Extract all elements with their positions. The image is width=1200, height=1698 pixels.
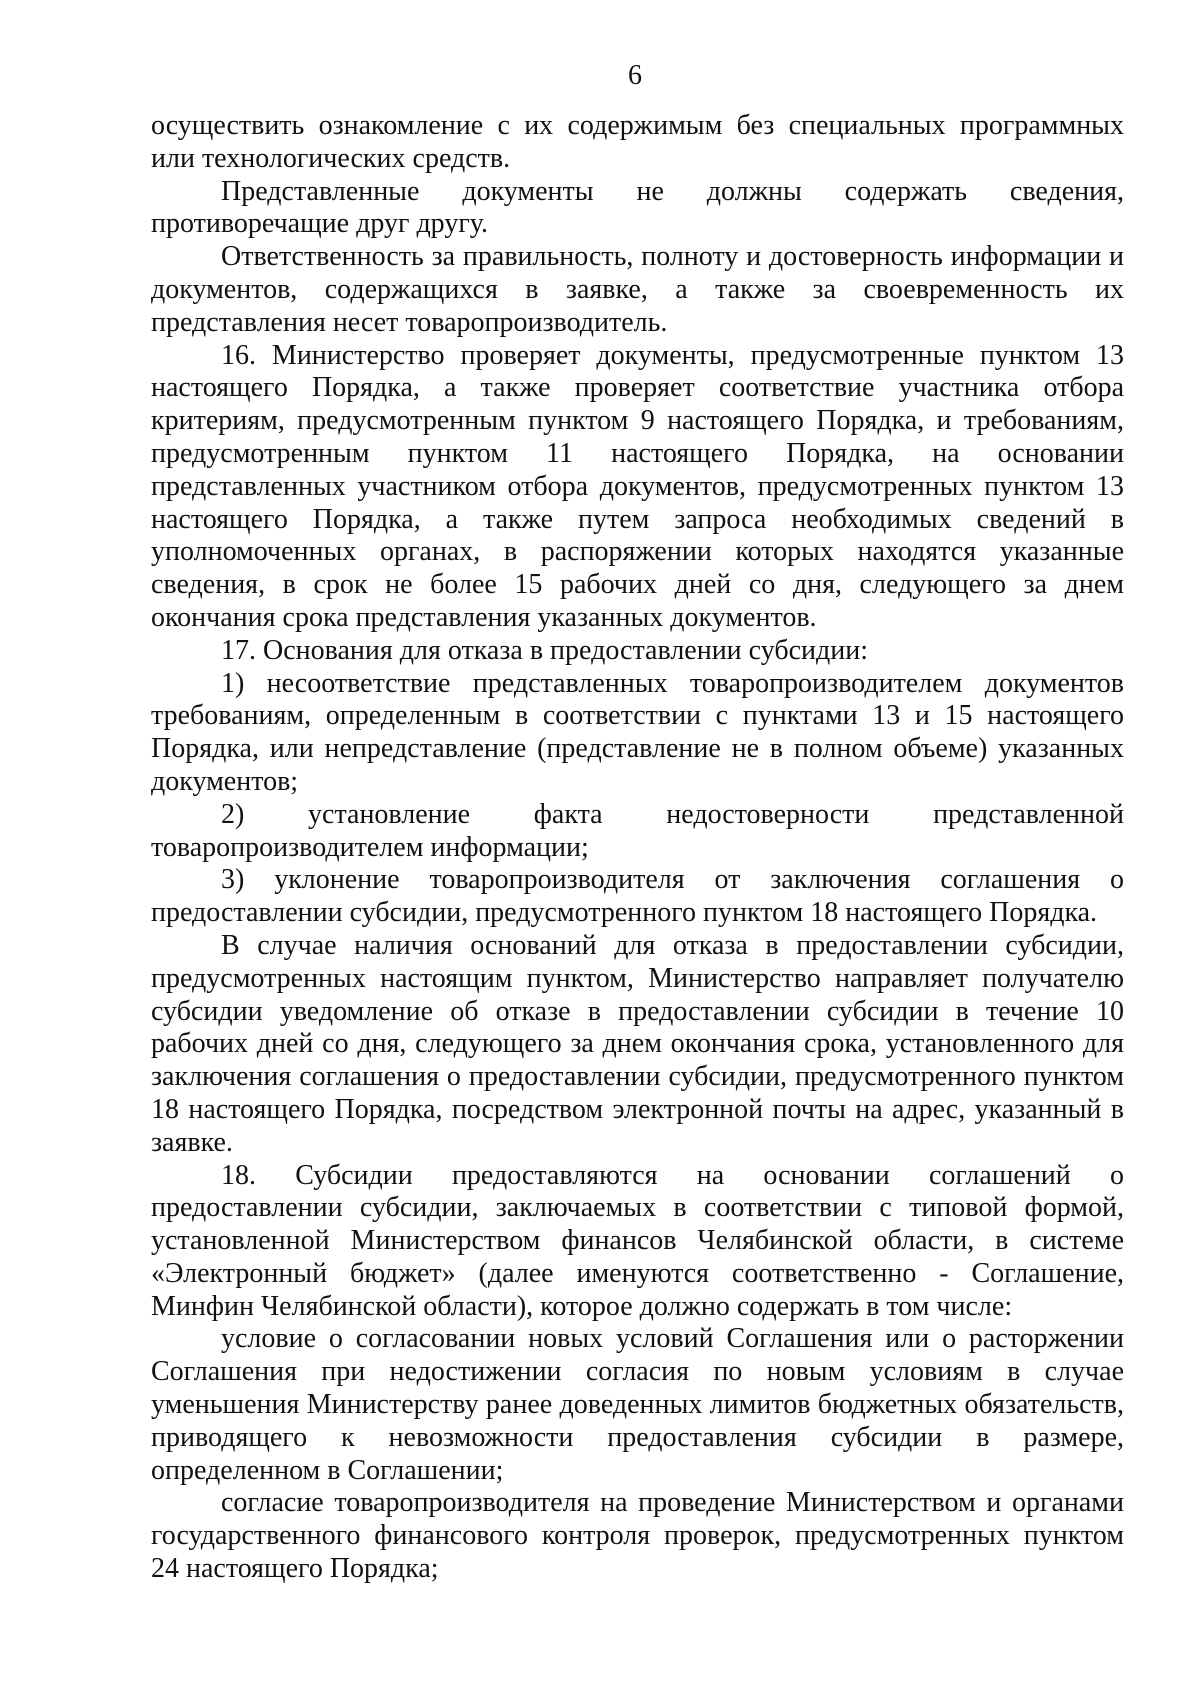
paragraph: 2) установление факта недостоверности представленной товаропроизводителем информации;: [151, 798, 1124, 863]
paragraph: 17. Основания для отказа в предоставлении субсидии:: [221, 634, 869, 666]
paragraph: осуществить ознакомление с их содержимым без специальных программных или технологических средств.: [151, 110, 1124, 174]
paragraph: 16. Министерство проверяет документы, предусмотренные пунктом 13 настоящего Порядка, а также проверяет соответствие участника отбора критериям, предусмотренным пунктом 9 настоящего Порядка, и требованиям, предусмотренным пунктом 11 настоящего Порядка, на основании представленных участником отбора документов, предусмотренных пунктом 13 настоящего Порядка, а также путем запроса необходимых сведений в уполномоченных органах, в распоряжении которых находятся указанные сведения, в срок не более 15 рабочих дней со дня, следующего за днем окончания срока представления указанных документов.: [151, 339, 1124, 633]
paragraph: 1) несоответствие представленных товаропроизводителем документов требованиям, определенным в соответствии с пунктами 13 и 15 настоящего Порядка, или непредставление (представление не в полном объеме) указанных документов;: [151, 667, 1124, 797]
paragraph: согласие товаропроизводителя на проведение Министерством и органами государственного финансового контроля проверок, предусмотренных пунктом 24 настоящего Порядка;: [151, 1487, 1124, 1585]
document-body: [151, 110, 1124, 1586]
paragraph: 3) уклонение товаропроизводителя от заключения соглашения о предоставлении субсидии, предусмотренного пунктом 18 настоящего Порядка.: [151, 864, 1124, 929]
paragraph: условие о согласовании новых условий Соглашения или о расторжении Соглашения при недостижении согласия по новым условиям в случае уменьшения Министерству ранее доведенных лимитов бюджетных обязательств, приводящего к невозможности предоставления субсидии в размере, определенном в Соглашении;: [151, 1323, 1124, 1486]
paragraph: Представленные документы не должны содержать сведения, противоречащие друг другу.: [151, 175, 1124, 240]
paragraph: 18. Субсидии предоставляются на основании соглашений о предоставлении субсидии, заключаемых в соответствии с типовой формой, установленной Министерством финансов Челябинской области, в системе «Электронный бюджет» (далее именуются соответственно - Соглашение, Минфин Челябинской области), которое должно содержать в том числе:: [151, 1159, 1124, 1322]
page-number: 6: [628, 60, 642, 91]
paragraph: Ответственность за правильность, полноту и достоверность информации и документов, содержащихся в заявке, а также за своевременность их представления несет товаропроизводитель.: [151, 241, 1124, 338]
paragraph: В случае наличия оснований для отказа в предоставлении субсидии, предусмотренных настоящим пунктом, Министерство направляет получателю субсидии уведомление об отказе в предоставлении субсидии в течение 10 рабочих дней со дня, следующего за днем окончания срока, установленного для заключения соглашения о предоставлении субсидии, предусмотренного пунктом 18 настоящего Порядка, посредством электронной почты на адрес, указанный в заявке.: [151, 929, 1124, 1158]
